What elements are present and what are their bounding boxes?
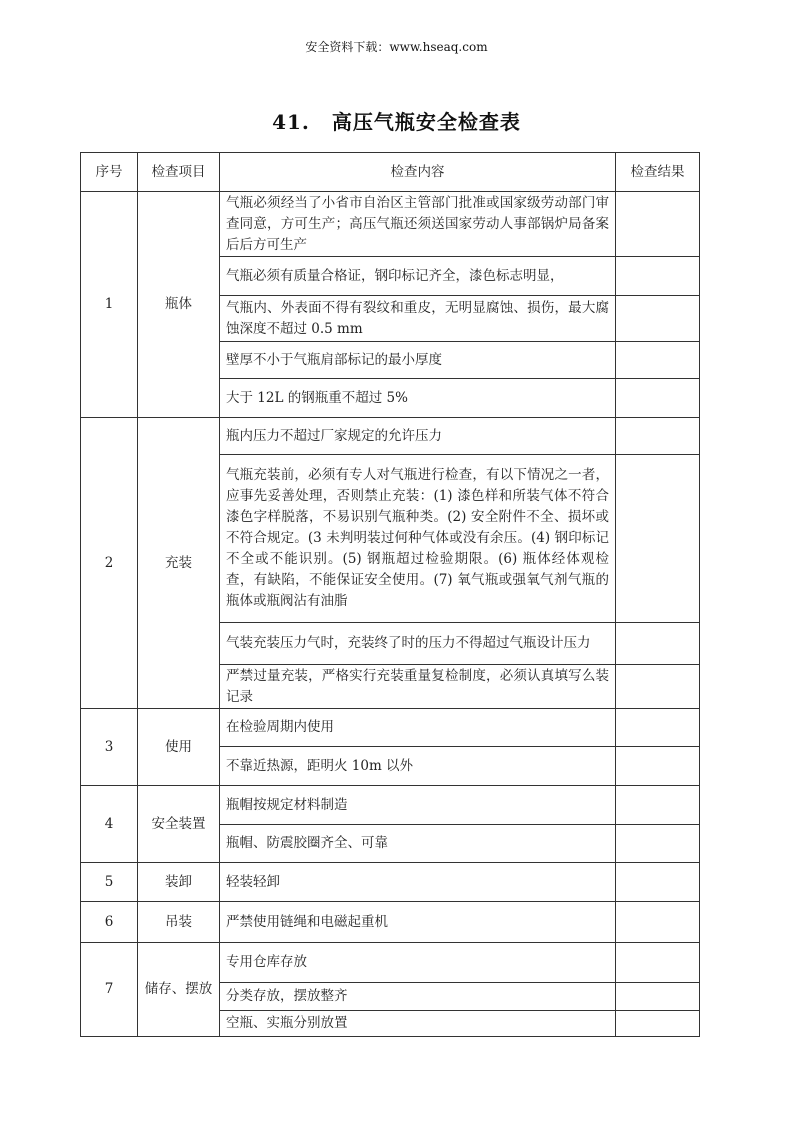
group-item: 吊装 [138, 902, 220, 943]
group-no: 5 [81, 863, 138, 902]
check-content: 气瓶必须有质量合格证，钢印标记齐全，漆色标志明显， [220, 257, 616, 296]
result-cell[interactable] [616, 863, 700, 902]
group-item: 装卸 [138, 863, 220, 902]
header-result: 检查结果 [616, 153, 700, 192]
table-row [81, 786, 700, 825]
result-cell[interactable] [616, 943, 700, 983]
header-item: 检查项目 [138, 153, 220, 192]
check-content: 壁厚不小于气瓶肩部标记的最小厚度 [220, 342, 616, 379]
check-content: 瓶帽按规定材料制造 [220, 786, 616, 825]
check-content: 轻装轻卸 [220, 863, 616, 902]
result-cell[interactable] [616, 665, 700, 709]
table-row [81, 418, 700, 455]
group-no: 2 [81, 418, 138, 709]
group-item: 使用 [138, 709, 220, 786]
result-cell[interactable] [616, 747, 700, 786]
result-cell[interactable] [616, 418, 700, 455]
check-content: 空瓶、实瓶分别放置 [220, 1011, 616, 1037]
result-cell[interactable] [616, 983, 700, 1011]
table-row [81, 943, 700, 983]
check-content: 在检验周期内使用 [220, 709, 616, 747]
header-row [81, 153, 700, 192]
table-row [81, 192, 700, 257]
check-content: 不靠近热源，距明火 10m 以外 [220, 747, 616, 786]
result-cell[interactable] [616, 709, 700, 747]
check-content: 气瓶充装前，必须有专人对气瓶进行检查，有以下情况之一者，应事先妥善处理，否则禁止充装：(1) 漆色样和所装气体不符合漆色字样脱落，不易识别气瓶种类。(2) 安全附件不全、损坏或不符合规定。(3 未判明装过何种气体或没有余压。(4) 钢印标记不全或不能识别。(5) 钢瓶超过检验期限。(6) 瓶体经体观检查，有缺陷，不能保证安全使用。(7) 氧气瓶或强氧气剂气瓶的瓶体或瓶阀沾有油脂 [220, 455, 616, 623]
check-content: 专用仓库存放 [220, 943, 616, 983]
group-no: 1 [81, 192, 138, 418]
check-content: 大于 12L 的钢瓶重不超过 5% [220, 379, 616, 418]
result-cell[interactable] [616, 623, 700, 665]
group-item: 安全装置 [138, 786, 220, 863]
result-cell[interactable] [616, 786, 700, 825]
result-cell[interactable] [616, 257, 700, 296]
check-content: 严禁使用链绳和电磁起重机 [220, 902, 616, 943]
title-number: 41. [272, 110, 310, 134]
check-content: 瓶内压力不超过厂家规定的允许压力 [220, 418, 616, 455]
table-row [81, 863, 700, 902]
result-cell[interactable] [616, 1011, 700, 1037]
table-row [81, 709, 700, 747]
page-title [0, 106, 793, 135]
group-item: 充装 [138, 418, 220, 709]
header-content: 检查内容 [220, 153, 616, 192]
group-no: 3 [81, 709, 138, 786]
group-item: 瓶体 [138, 192, 220, 418]
title-text: 高压气瓶安全检查表 [331, 110, 521, 134]
check-content: 气瓶必须经当了小省市自治区主管部门批准或国家级劳动部门审查同意，方可生产；高压气瓶还须送国家劳动人事部锅炉局备案后后方可生产 [220, 192, 616, 257]
check-content: 瓶帽、防震胶圈齐全、可靠 [220, 825, 616, 863]
table-row [81, 902, 700, 943]
group-no: 6 [81, 902, 138, 943]
header-no: 序号 [81, 153, 138, 192]
result-cell[interactable] [616, 825, 700, 863]
result-cell[interactable] [616, 902, 700, 943]
group-no: 4 [81, 786, 138, 863]
group-no: 7 [81, 943, 138, 1037]
result-cell[interactable] [616, 296, 700, 342]
checklist-table [80, 152, 700, 1037]
result-cell[interactable] [616, 192, 700, 257]
group-item: 储存、摆放 [138, 943, 220, 1037]
check-content: 气装充装压力气时，充装终了时的压力不得超过气瓶设计压力 [220, 623, 616, 665]
check-content: 分类存放，摆放整齐 [220, 983, 616, 1011]
check-content: 严禁过量充装，严格实行充装重量复检制度，必须认真填写么装记录 [220, 665, 616, 709]
result-cell[interactable] [616, 342, 700, 379]
result-cell[interactable] [616, 455, 700, 623]
page-header: 安全资料下载：www.hseaq.com [305, 40, 488, 54]
check-content: 气瓶内、外表面不得有裂纹和重皮，无明显腐蚀、损伤，最大腐蚀深度不超过 0.5 mm [220, 296, 616, 342]
result-cell[interactable] [616, 379, 700, 418]
